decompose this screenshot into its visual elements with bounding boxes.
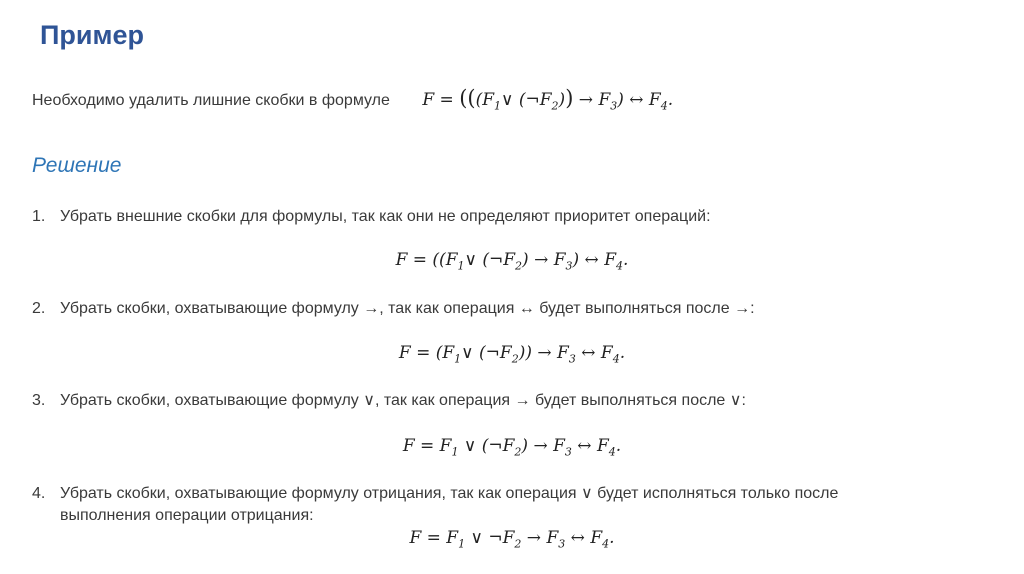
f2-a: F = (F [398, 343, 455, 363]
f2-s4: 4 [612, 352, 620, 366]
f2-e: . [619, 343, 626, 363]
step-4-number: 4. [32, 485, 46, 502]
f2-d: ↔ F [575, 343, 613, 363]
f3-c: ) → F [521, 436, 565, 456]
f3-d: ↔ F [571, 436, 609, 456]
f4-c: → F [521, 528, 559, 548]
intro-sub2: 2 [551, 99, 559, 113]
f4-s3: 3 [558, 537, 566, 551]
f3-b: ∨ (¬F [458, 436, 515, 456]
intro-formula-start: F = [422, 90, 460, 110]
f3-s2: 2 [514, 445, 522, 459]
step-3 [32, 390, 746, 412]
f1-a: F = ((F [395, 250, 458, 270]
intro-mid2: ) [558, 90, 566, 110]
f4-s1: 1 [458, 537, 466, 551]
f3-s1: 1 [451, 445, 459, 459]
f1-s1: 1 [457, 259, 465, 273]
f1-s2: 2 [515, 259, 523, 273]
step-4 [32, 483, 987, 527]
step-1-text: Убрать внешние скобки для формулы, так как они не определяют приоритет операций: [60, 208, 711, 225]
f4-s2: 2 [514, 537, 522, 551]
intro-formula-rest: (F [475, 90, 495, 110]
f1-s4: 4 [616, 259, 623, 273]
step-4-text-line2: выполнения операции отрицания: [60, 507, 314, 524]
intro-formula-open: (( [459, 86, 476, 110]
f3-a: F = F [402, 436, 452, 456]
page-title: Пример [40, 20, 144, 50]
step-3-number: 3. [32, 392, 46, 409]
f2-c: )) → F [518, 343, 569, 363]
intro-close-big: ) [565, 86, 574, 110]
step-4-formula [0, 528, 1024, 550]
f2-s3: 3 [568, 352, 576, 366]
step-1-number: 1. [32, 208, 46, 225]
step-2-number: 2. [32, 300, 46, 317]
f4-d: ↔ F [565, 528, 603, 548]
step-4-text-line1: Убрать скобки, охватывающие формулу отрицания, так как операция ∨ будет исполняться только после [60, 485, 839, 502]
intro-sub4: 4 [660, 99, 668, 113]
f1-b: ∨ (¬F [464, 250, 516, 270]
intro-sub3: 3 [610, 99, 618, 113]
intro-mid1: ∨ (¬F [501, 90, 552, 110]
f2-s2: 2 [511, 352, 519, 366]
step-1-formula [0, 250, 1024, 272]
intro-end: . [667, 90, 674, 110]
step-3-formula [0, 436, 1024, 458]
solution-heading: Решение [32, 154, 122, 177]
f3-s4: 4 [608, 445, 616, 459]
f1-d: ) ↔ F [572, 250, 616, 270]
f3-s3: 3 [564, 445, 572, 459]
f4-b: ∨ ¬F [465, 528, 515, 548]
intro-mid4: ) ↔ F [617, 90, 661, 110]
step-2 [32, 298, 755, 320]
f2-b: ∨ (¬F [461, 343, 512, 363]
intro-sub1: 1 [494, 99, 502, 113]
f3-e: . [615, 436, 622, 456]
intro-paragraph [32, 86, 673, 112]
f4-a: F = F [409, 528, 459, 548]
intro-formula [422, 86, 674, 113]
f4-e: . [609, 528, 615, 548]
step-3-text: Убрать скобки, охватывающие формулу ∨, так как операция → будет выполняться после ∨: [60, 392, 746, 409]
f1-c: ) → F [522, 250, 566, 270]
f4-s4: 4 [602, 537, 610, 551]
step-2-text: Убрать скобки, охватывающие формулу →, так как операция ↔ будет выполняться после →: [60, 300, 755, 317]
f1-s3: 3 [565, 259, 573, 273]
intro-mid3: → F [573, 90, 611, 110]
step-1 [32, 206, 711, 228]
f2-s1: 1 [454, 352, 462, 366]
f1-e: . [623, 250, 629, 270]
intro-text: Необходимо удалить лишние скобки в формуле [32, 92, 390, 109]
step-2-formula [0, 343, 1024, 365]
